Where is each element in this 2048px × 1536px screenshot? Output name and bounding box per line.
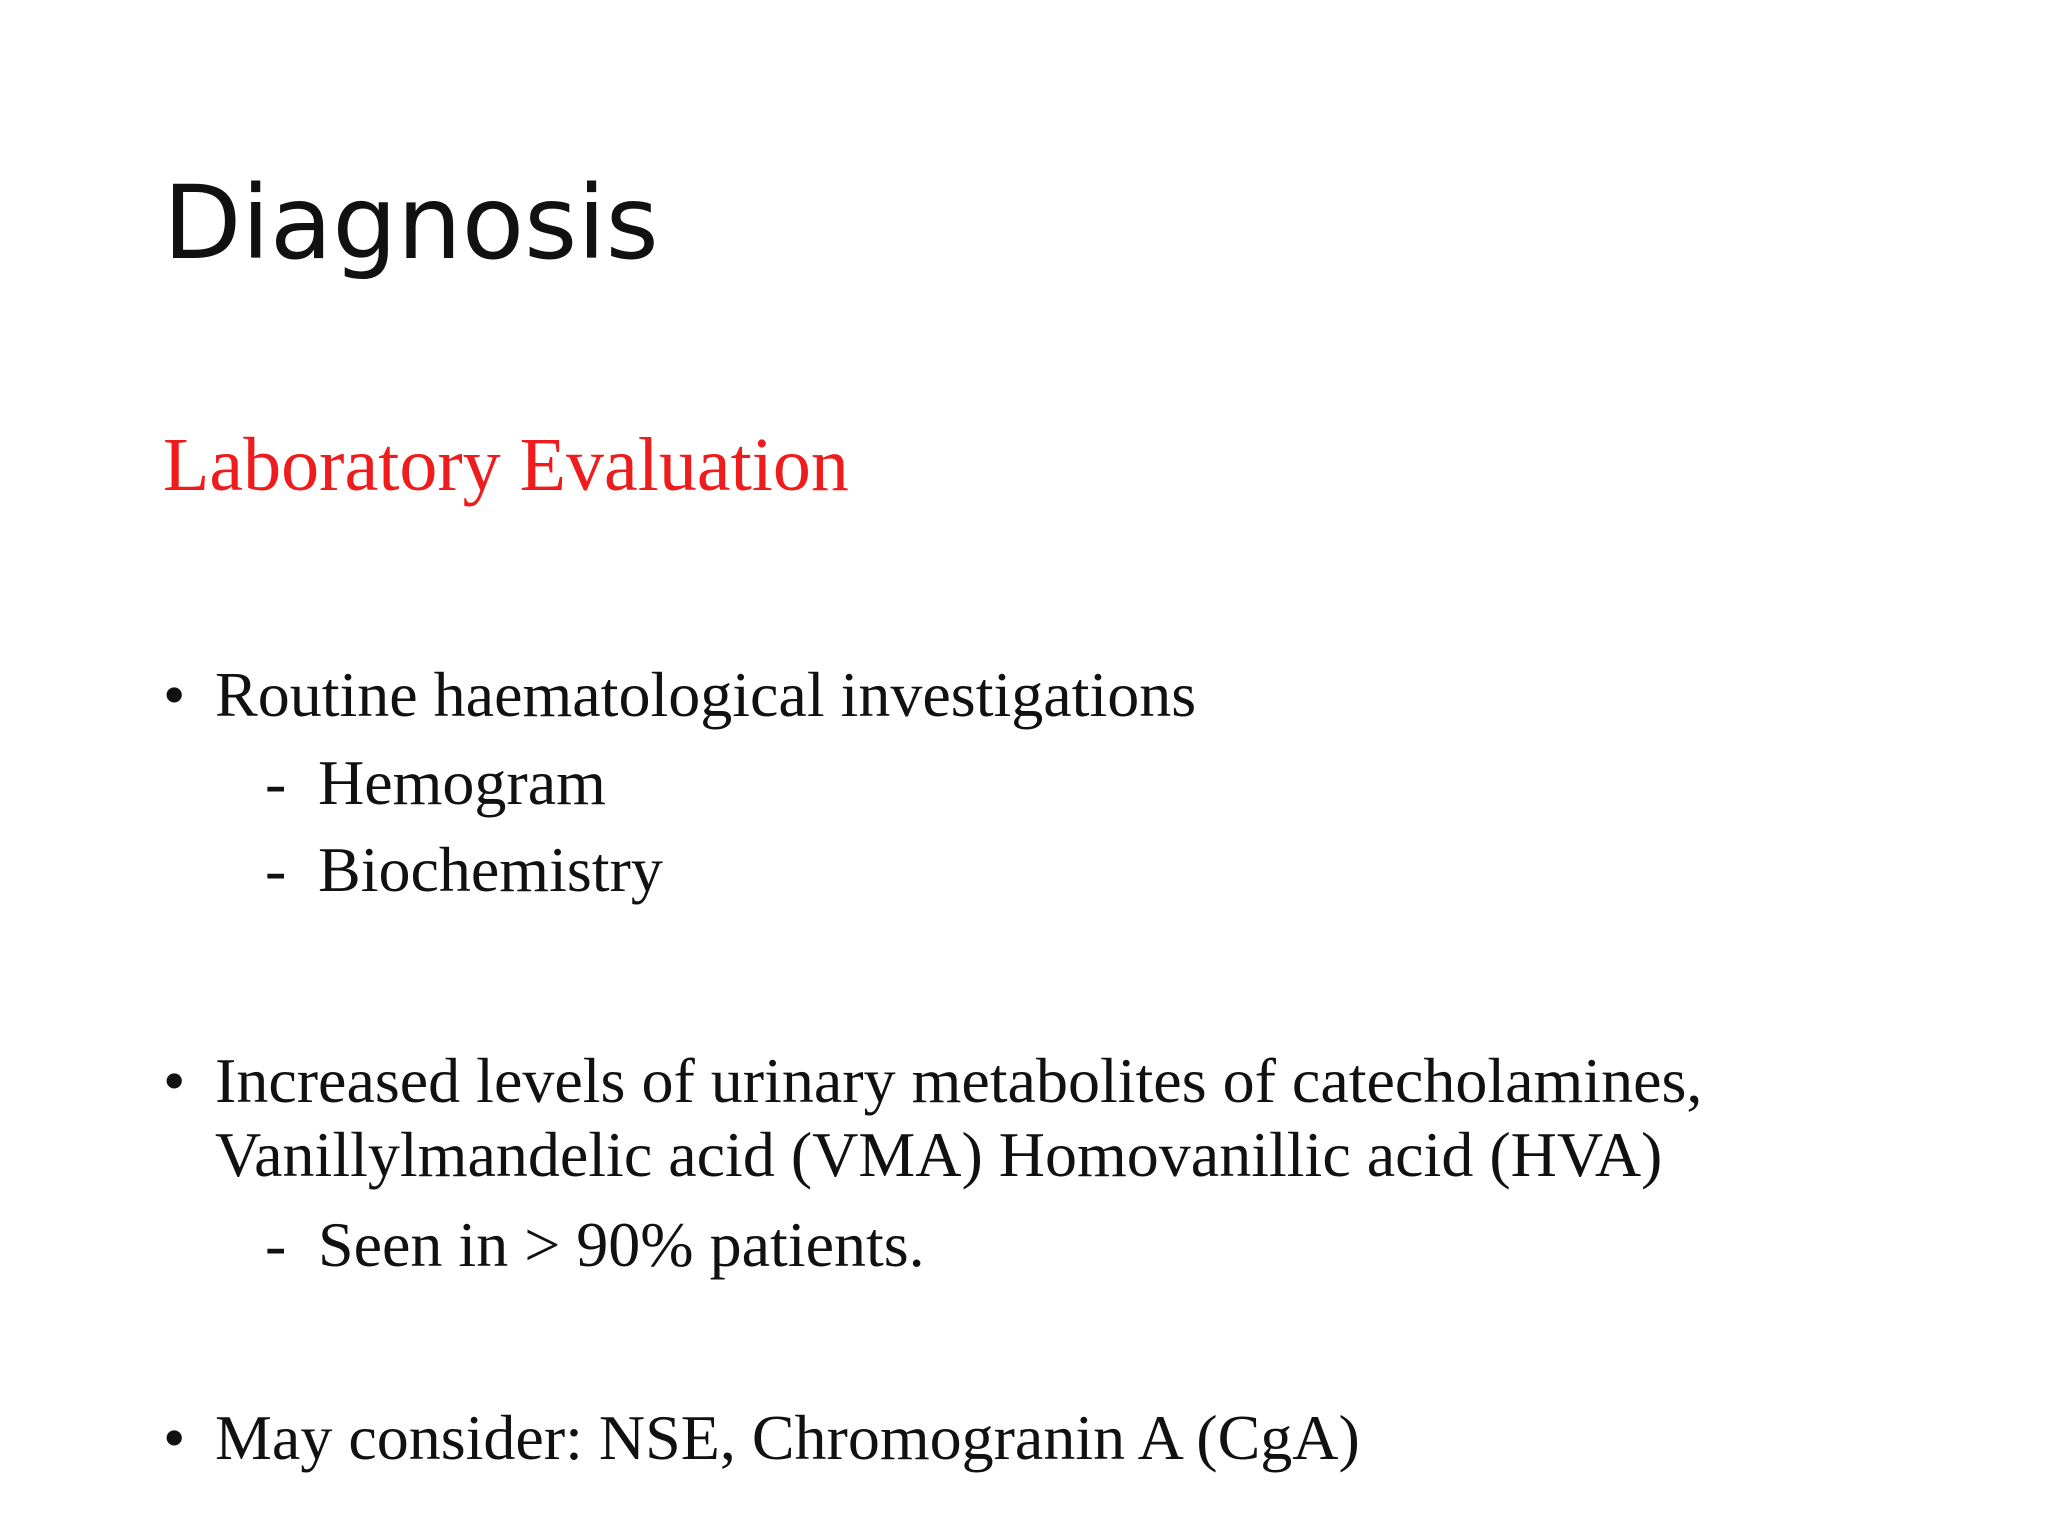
sub-bullet-text: Biochemistry	[318, 834, 663, 905]
dash-icon: -	[265, 1209, 287, 1280]
bullet-icon: •	[163, 1045, 186, 1116]
bullet-icon: •	[163, 1402, 186, 1473]
bullet-icon: •	[163, 659, 186, 730]
dash-icon: -	[265, 747, 287, 818]
slide-title: Diagnosis	[163, 164, 659, 283]
bullet-text: Routine haematological investigations	[215, 659, 1197, 730]
bullet-text: Vanillylmandelic acid (VMA) Homovanillic acid (HVA)	[215, 1119, 1663, 1190]
bullet-text: May consider: NSE, Chromogranin A (CgA)	[215, 1402, 1360, 1473]
section-subtitle: Laboratory Evaluation	[163, 423, 849, 507]
sub-bullet-text: Hemogram	[318, 747, 606, 818]
bullet-text: Increased levels of urinary metabolites of catecholamines,	[215, 1045, 1703, 1116]
sub-bullet-text: Seen in > 90% patients.	[318, 1209, 925, 1280]
dash-icon: -	[265, 834, 287, 905]
